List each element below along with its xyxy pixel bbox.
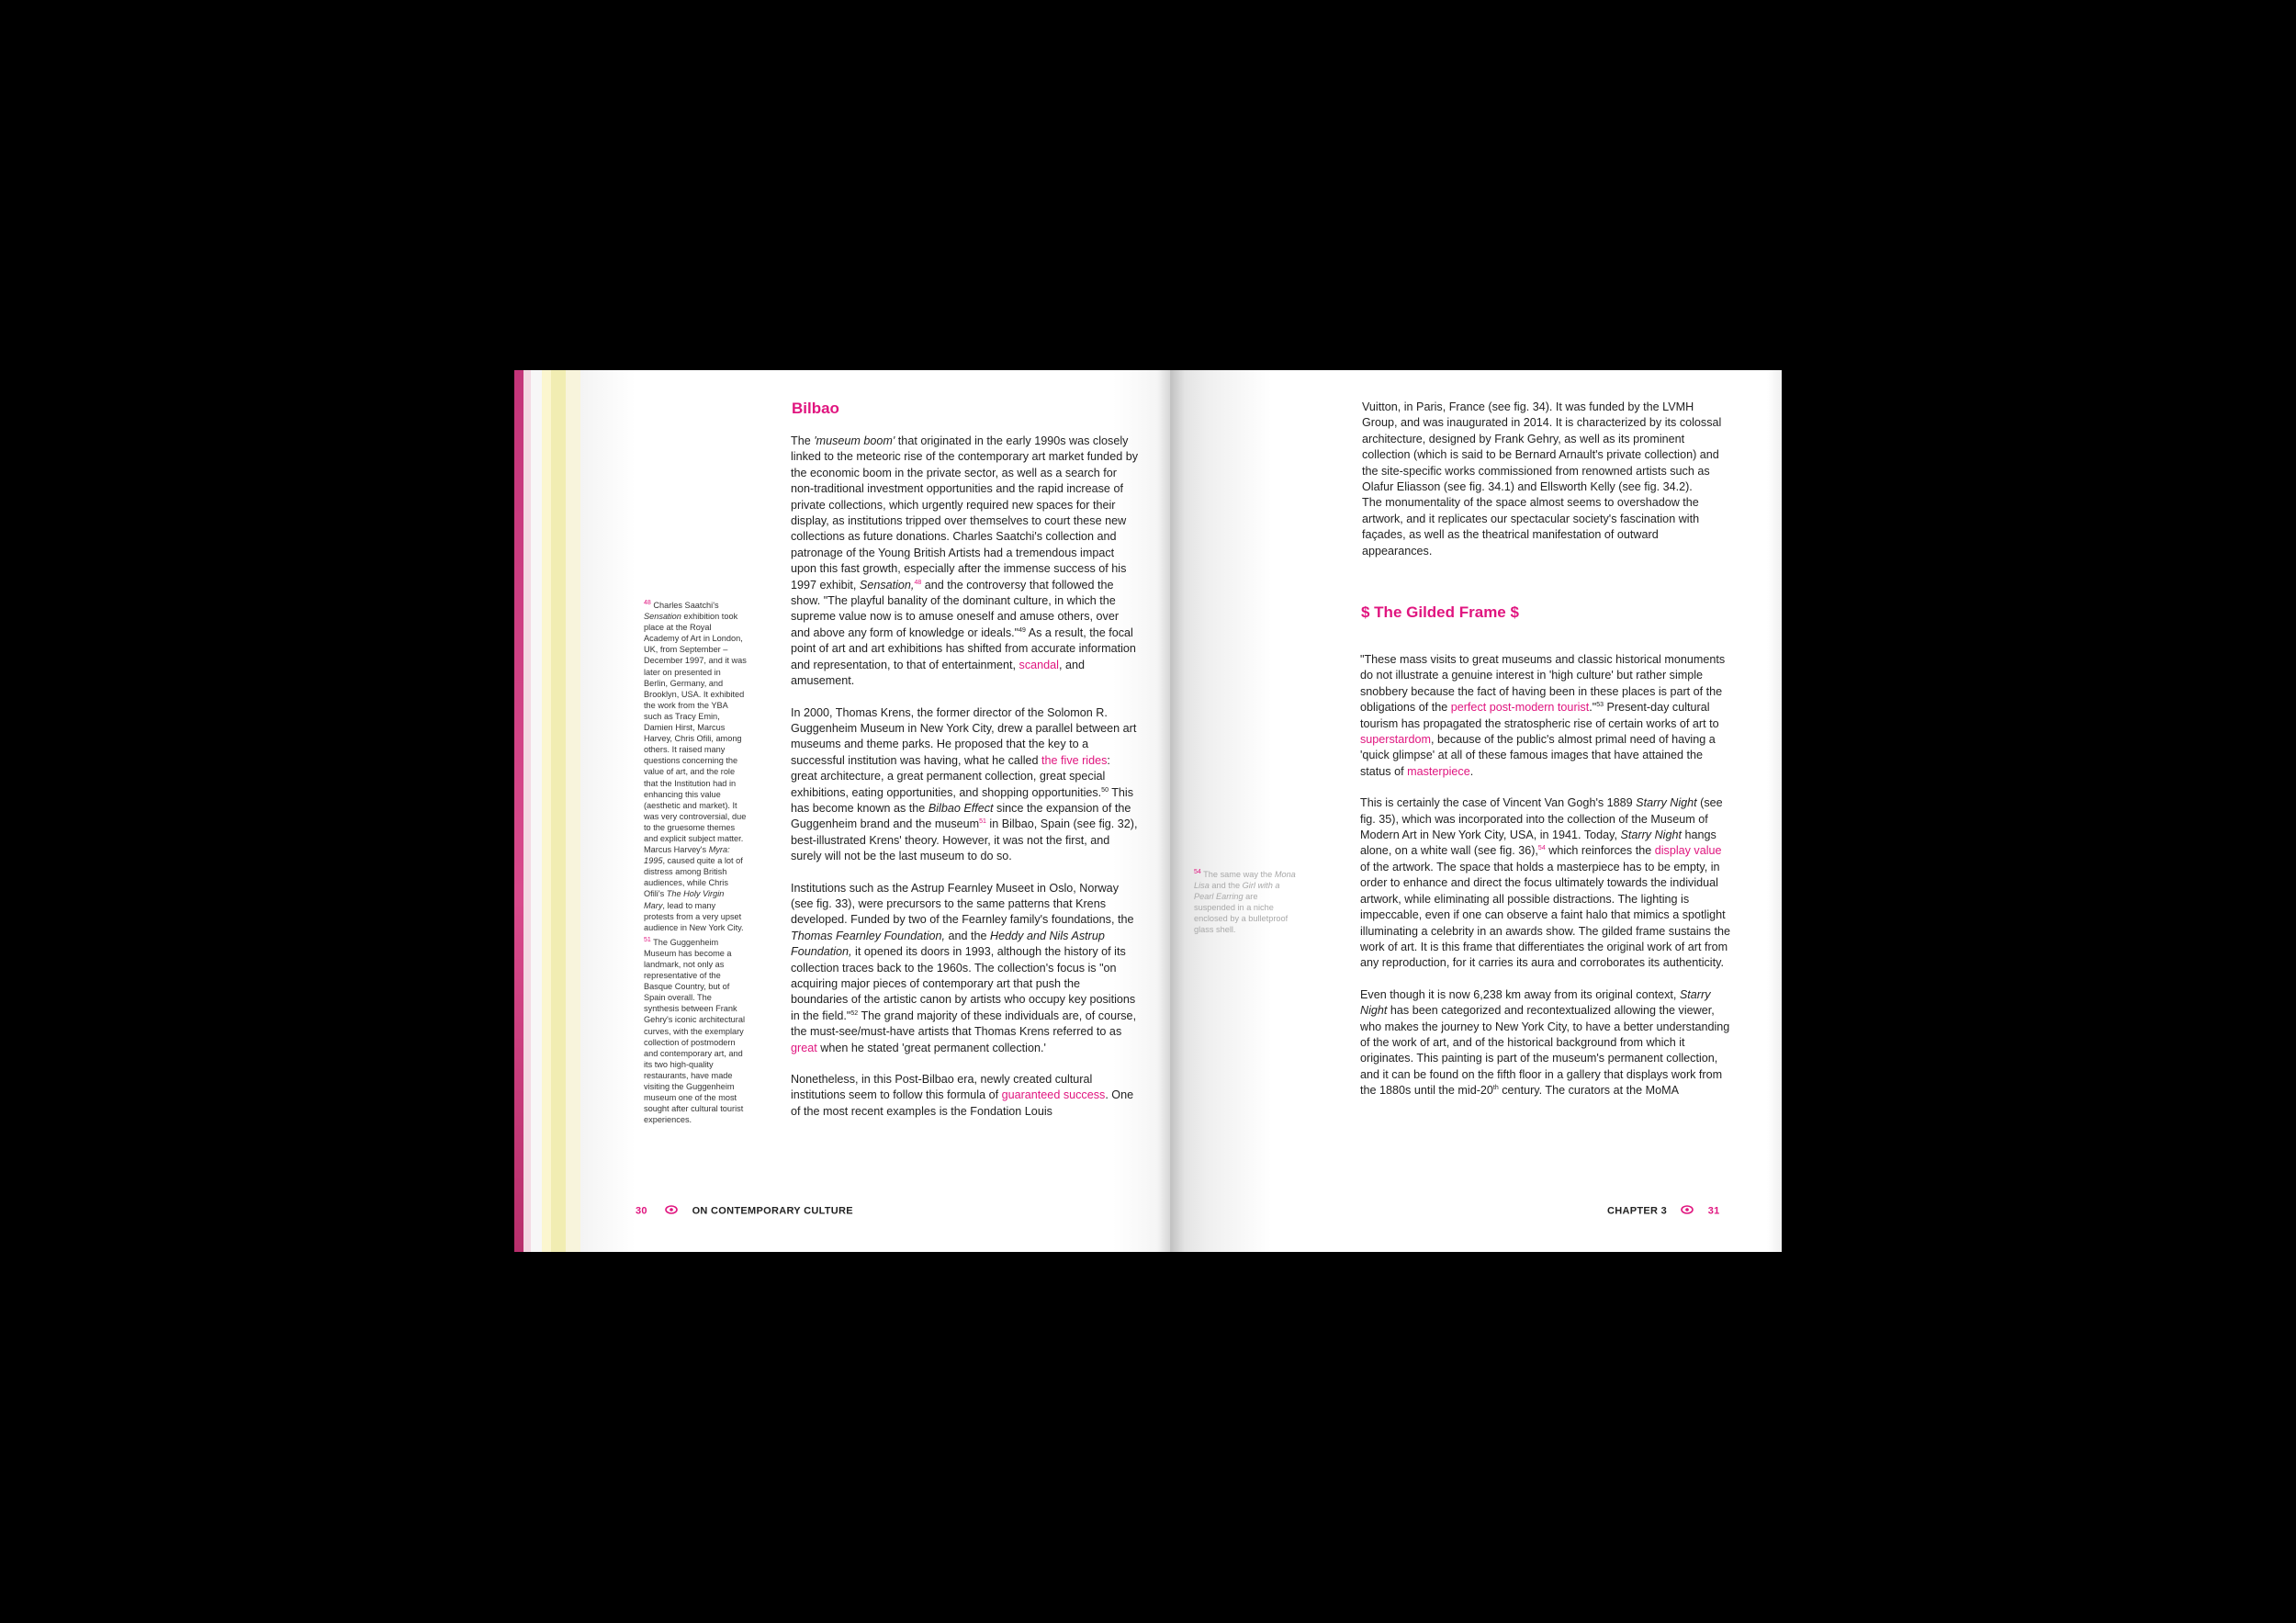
footnote-54: $^{54}$ The same way the Mona Lisa and the Girl with a Pearl Earring are suspended in a niche enclosed by a bulletproof glass shell. (1194, 868, 1296, 935)
sidenotes-left (644, 600, 747, 1129)
paragraph: "These mass visits to great museums and classic historical monuments do not illustrate a genuine interest in 'high culture' but rather simple snobbery because the fact of having been in these places is part of the obligations of the perfect post-modern tourist."$^{53}$ Present-day cultural tourism has propagated the stratospheric rise of certain works of art to superstardom, because of the public's almost primal need of having a 'quick glimpse' at all of these famous images that have attained the status of masterpiece. (1360, 653, 1726, 778)
running-title: ON CONTEMPORARY CULTURE (692, 1205, 853, 1217)
page-number: 30 (636, 1205, 647, 1217)
paragraph: Even though it is now 6,238 km away from its original context, Starry Night has been categorized and recontextualized allowing the viewer, who makes the journey to New York City, to have a better understanding of the work of art, and of the historical background from which it originates. This painting is part of the museum's permanent collection, and it can be found on the fifth floor in a gallery that displays work from the 1880s until the mid-20th century. The curators at the MoMA (1360, 987, 1730, 1098)
keyword-link: the five rides (1041, 753, 1108, 767)
footnote-48: $^{48}$ Charles Saatchi's Sensation exhibition took place at the Royal Academy of Art in London, UK, from September – December 1997, and it was later on presented in Berlin, Germany, and Brooklyn, USA. It exhibited the work from the YBA such as Tracy Emin, Damien Hirst, Marcus Harvey, Chris Ofili, among others. It raised many questions concerning the value of art, and the role that the Institution had in enhancing this value (aesthetic and market). It was very controversial, due to the gruesome themes and explicit subject matter. Marcus Harvey's Myra: 1995, caused quite a lot of distress among British audiences, while Chris Ofili's The Holy Virgin Mary, lead to many protests from a very upset audience in New York City. (644, 599, 747, 932)
keyword-link: perfect post-modern tourist (1450, 701, 1590, 715)
page-edge-yellow (551, 370, 566, 1252)
eye-icon (1681, 1205, 1694, 1217)
book-gutter-shadow (1157, 370, 1185, 1252)
footer-right (1607, 1205, 1720, 1217)
section-heading-bilbao: Bilbao (792, 400, 839, 417)
keyword-link: superstardom (1360, 733, 1431, 747)
left-page (580, 370, 1170, 1252)
sidenote-right (1194, 869, 1300, 940)
page-edge-light-yellow (542, 370, 551, 1252)
paragraph: The 'museum boom' that originated in the early 1990s was closely linked to the meteoric rise of the contemporary art market funded by the economic boom in the private sector, as well as a search for non-traditional investment opportunities and the rapid increase of private collections, which urgently required new spaces for their display, as institutions tripped over themselves to court these new collections as future donations. Charles Saatchi's collection and patronage of the Young British Artists had a tremendous impact upon this fast growth, especially after the immense success of his 1997 exhibit, Sensation,$^{48}$ and the controversy that followed the show. "The playful banality of the dominant culture, in which the supreme value now is to amuse oneself and amuse others, over and above any form of knowledge or ideals."$^{49}$ As a result, the focal point of art and art exhibitions has shifted from accurate information and representation, to that of entertainment, scandal, and amusement. (791, 434, 1138, 688)
page-edge-pale (523, 370, 531, 1252)
left-main-text (791, 434, 1140, 1135)
right-page (1170, 370, 1782, 1252)
keyword-link: masterpiece (1407, 764, 1470, 778)
keyword-link: guaranteed success (1001, 1088, 1106, 1102)
chapter-label: CHAPTER 3 (1607, 1205, 1668, 1217)
paragraph: Institutions such as the Astrup Fearnley Museet in Oslo, Norway (see fig. 33), were precursors to the same patterns that Krens developed. Funded by two of the Fearnley family's foundations, the Thomas Fearnley Foundation, and the Heddy and Nils Astrup Foundation, it opened its doors in 1993, although the history of its collection traces back to the 1960s. The collection's focus is "on acquiring major pieces of contemporary art that push the boundaries of the artistic canon by artists who occupy key positions in the field."$^{52}$ The grand majority of these individuals are, of course, the must-see/must-have artists that Thomas Krens referred to as great when he stated 'great permanent collection.' (791, 881, 1137, 1054)
right-main-text (1360, 652, 1731, 1115)
keyword-link: scandal (1019, 658, 1059, 671)
page-edge-cream (566, 370, 580, 1252)
eye-icon (665, 1205, 678, 1217)
page-edge-magenta (514, 370, 523, 1252)
page-number: 31 (1707, 1205, 1720, 1217)
keyword-link: great (791, 1041, 817, 1054)
footer-left (636, 1205, 853, 1217)
paragraph: In 2000, Thomas Krens, the former director of the Solomon R. Guggenheim Museum in New York City, drew a parallel between art museums and theme parks. He proposed that the key to a successful institution was having, what he called the five rides: great architecture, a great permanent collection, great special exhibitions, eating opportunities, and shopping opportunities.$^{50}$ This has become known as the Bilbao Effect since the expansion of the Guggenheim brand and the museum$^{51}$ in Bilbao, Spain (see fig. 32), best-illustrated Krens' theory. However, it was not the first, and surely will not be the last museum to do so. (791, 705, 1138, 863)
paragraph: Nonetheless, in this Post-Bilbao era, newly created cultural institutions seem to follow this formula of guaranteed success. One of the most recent examples is the Fondation Louis (791, 1073, 1134, 1118)
page-edge-white (531, 370, 542, 1252)
book-spread (514, 370, 1782, 1252)
right-intro-text (1362, 400, 1729, 575)
section-heading-gilded-frame: $ The Gilded Frame $ (1361, 603, 1519, 621)
keyword-link: display value (1654, 844, 1722, 858)
paragraph: This is certainly the case of Vincent Van Gogh's 1889 Starry Night (see fig. 35), which was incorporated into the collection of the Museum of Modern Art in New York City, USA, in 1941. Today, Starry Night hangs alone, on a white wall (see fig. 36),$^{54}$ which reinforces the display value of the artwork. The space that holds a masterpiece has to be empty, in order to enhance and direct the focus ultimately towards the individual artwork, while eliminating all possible distractions. The lighting is impeccable, even if one can observe a faint halo that mimics a spotlight illuminating a celebrity in an awards show. The gilded frame sustains the work of art. It is this frame that differentiates the original work of art from any reproduction, for it carries its aura and corroborates its authenticity. (1360, 796, 1730, 970)
paragraph: Vuitton, in Paris, France (see fig. 34). It was funded by the LVMH Group, and was inaugurated in 2014. It is characterized by its colossal architecture, designed by Frank Gehry, as well as its prominent collection (which is said to be Bernard Arnault's private collection) and the site-specific works commissioned from renowned artists such as Olafur Eliasson (see fig. 34.1) and Ellsworth Kelly (see fig. 34.2). The monumentality of the space almost seems to overshadow the artwork, and it replicates our spectacular society's fascination with façades, as well as the theatrical manifestation of outward appearances. (1362, 400, 1722, 558)
footnote-51: $^{51}$ The Guggenheim Museum has become a landmark, not only as representative of the Basque Country, but of Spain overall. The synthesis between Frank Gehry's iconic architectural curves, with the exemplary collection of postmodern and contemporary art, and its two high-quality restaurants, have made visiting the Guggenheim museum one of the most sought after cultural tourist experiences. (644, 936, 746, 1125)
